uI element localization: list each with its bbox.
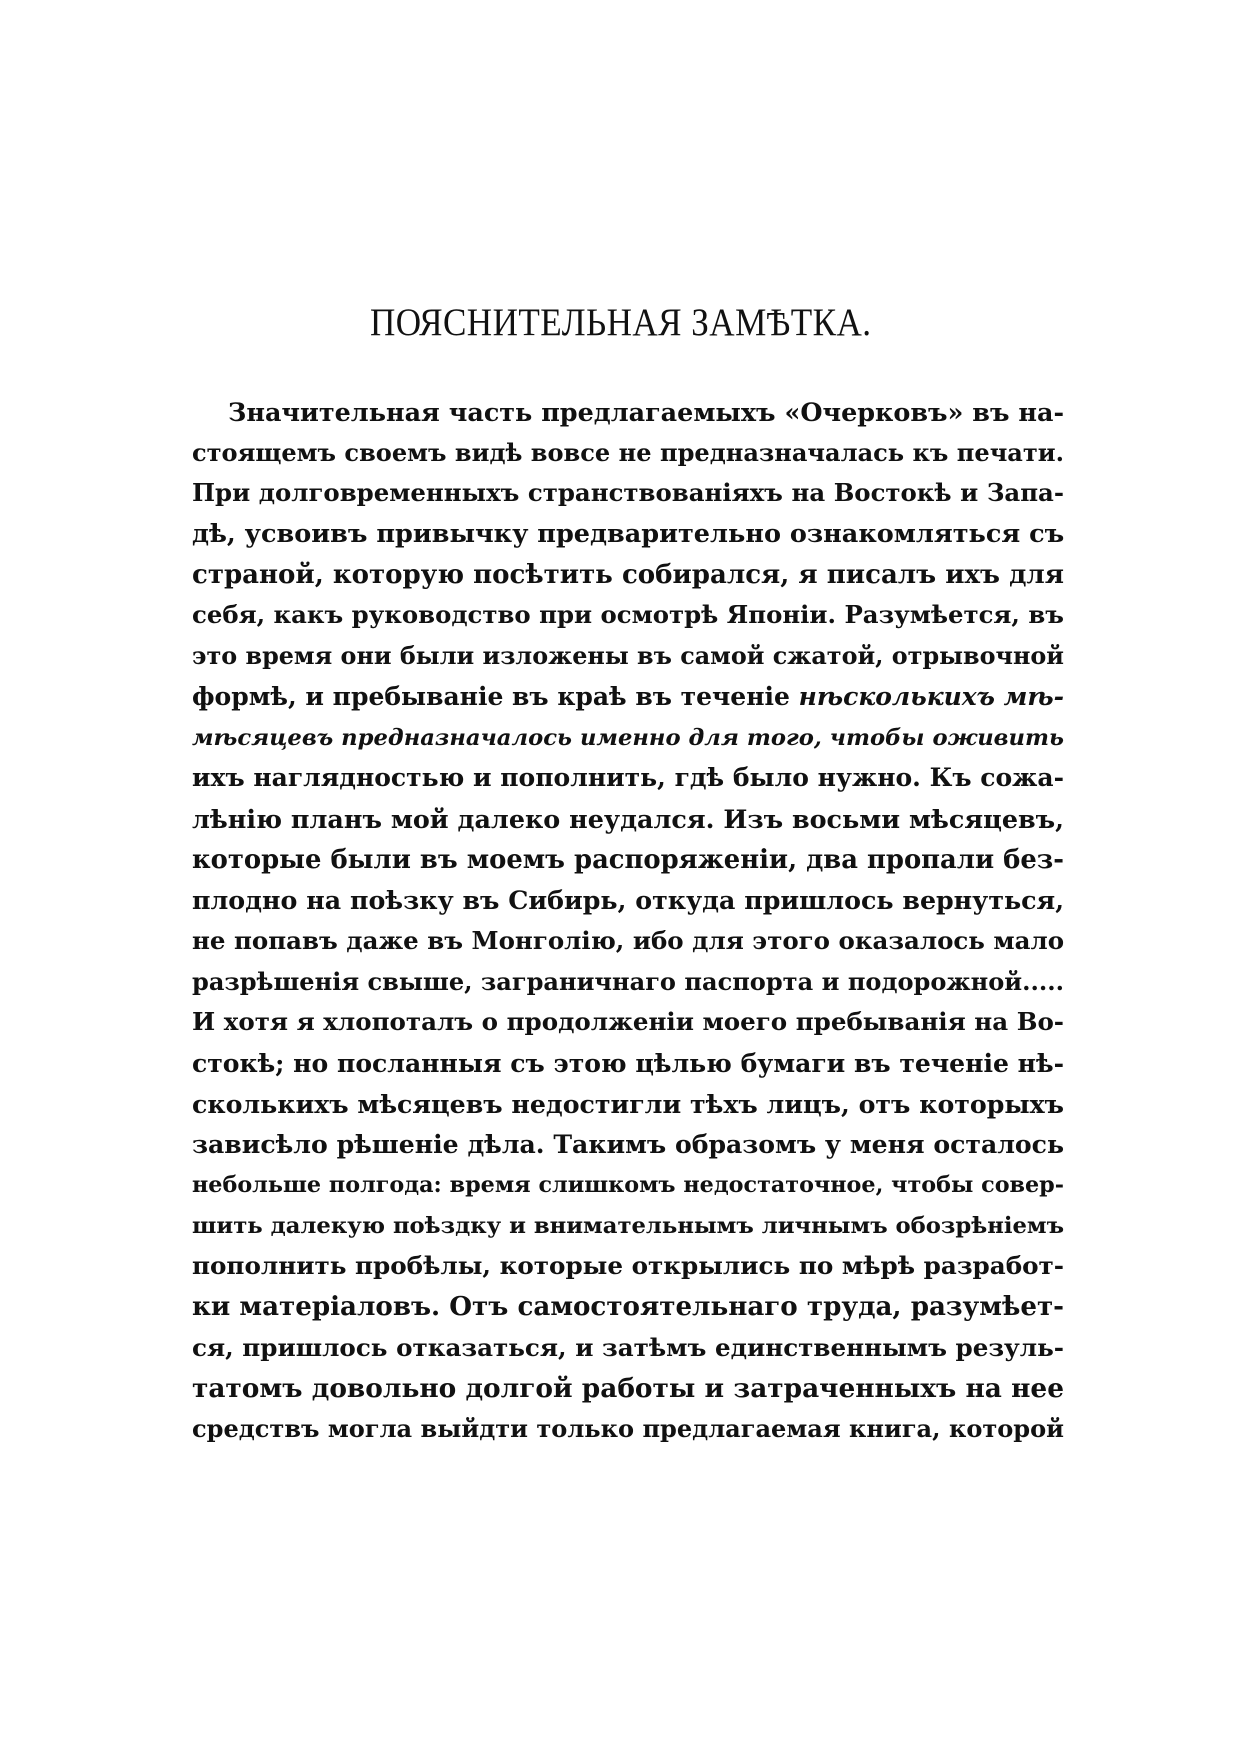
text-line-15: разрѣшенія свыше, заграничнаго паспорта и подорожной..... [192,966,1064,996]
text-line-10: ихъ наглядностью и пополнить, гдѣ было нужно. Къ сожа- [192,763,1064,793]
text-line-23: ки матеріаловъ. Отъ самостоятельнаго труда, разумѣет- [192,1291,1064,1323]
text-line-14: не попавъ даже въ Монголію, ибо для этого оказалось мало [192,925,1065,955]
text-line-12: которые были въ моемъ распоряженіи, два пропали без- [192,844,1064,875]
italic-word: мѣсяцевъ предназначалось именно для того, чтобы оживить [192,724,1064,751]
text-line-9 [192,718,1064,759]
text-line-22: пополнить пробѣлы, которые открылись по мѣрѣ разработ- [192,1251,1064,1281]
italic-phrase: нѣсколькихъ мѣ- [798,681,1064,711]
body-text [192,392,1064,1450]
text-line-6: себя, какъ руководство при осмотрѣ Японіи. Разумѣется, въ [192,600,1064,630]
text-line-11: лѣнію планъ мой далеко неудался. Изъ восьми мѣсяцевъ, [192,803,1064,834]
text-line-21: шить далекую поѣздку и внимательнымъ личнымъ обозрѣніемъ [192,1212,1064,1239]
text-line-18: сколькихъ мѣсяцевъ недостигли тѣхъ лицъ, отъ которыхъ [192,1088,1064,1119]
text-line-19: зависѣло рѣшеніе дѣла. Такимъ образомъ у меня осталось [192,1129,1064,1160]
text-line-20: небольше полгода: время слишкомъ недостаточное, чтобы совер- [192,1172,1064,1199]
text-line-8-main: формѣ, и пребываніе въ краѣ въ теченіе [192,681,790,711]
text-line-24: ся, пришлось отказаться, и затѣмъ единственнымъ резуль- [192,1332,1064,1362]
text-line-3: При долговременныхъ странствованіяхъ на Востокѣ и Запа- [192,478,1064,508]
text-line-26: средствъ могла выйдти только предлагаемая книга, которой [192,1414,1064,1444]
text-line-17: стокѣ; но посланныя съ этою цѣлью бумаги въ теченіе нѣ- [192,1048,1064,1078]
text-line-7: это время они были изложены въ самой сжатой, отрывочной [192,642,1064,671]
text-line-5: страной, которую посѣтить собирался, я писалъ ихъ для [192,559,1064,590]
text-line-1: Значительная часть предлагаемыхъ «Очерковъ» въ на- [228,397,1064,427]
text-line-8 [192,677,1064,718]
text-line-25: татомъ довольно долгой работы и затраченныхъ на нее [192,1372,1064,1404]
text-line-2: стоящемъ своемъ видѣ вовсе не предназначалась къ печати. [192,437,1064,467]
text-line-13: плодно на поѣзку въ Сибирь, откуда пришлось вернуться, [192,885,1064,916]
page-title: ПОЯСНИТЕЛЬНАЯ ЗАМѢТКА. [370,301,872,344]
text-line-16: И хотя я хлопоталъ о продолженіи моего пребыванія на Во- [192,1007,1064,1037]
text-line-4: дѣ, усвоивъ привычку предварительно ознакомляться съ [192,519,1065,550]
